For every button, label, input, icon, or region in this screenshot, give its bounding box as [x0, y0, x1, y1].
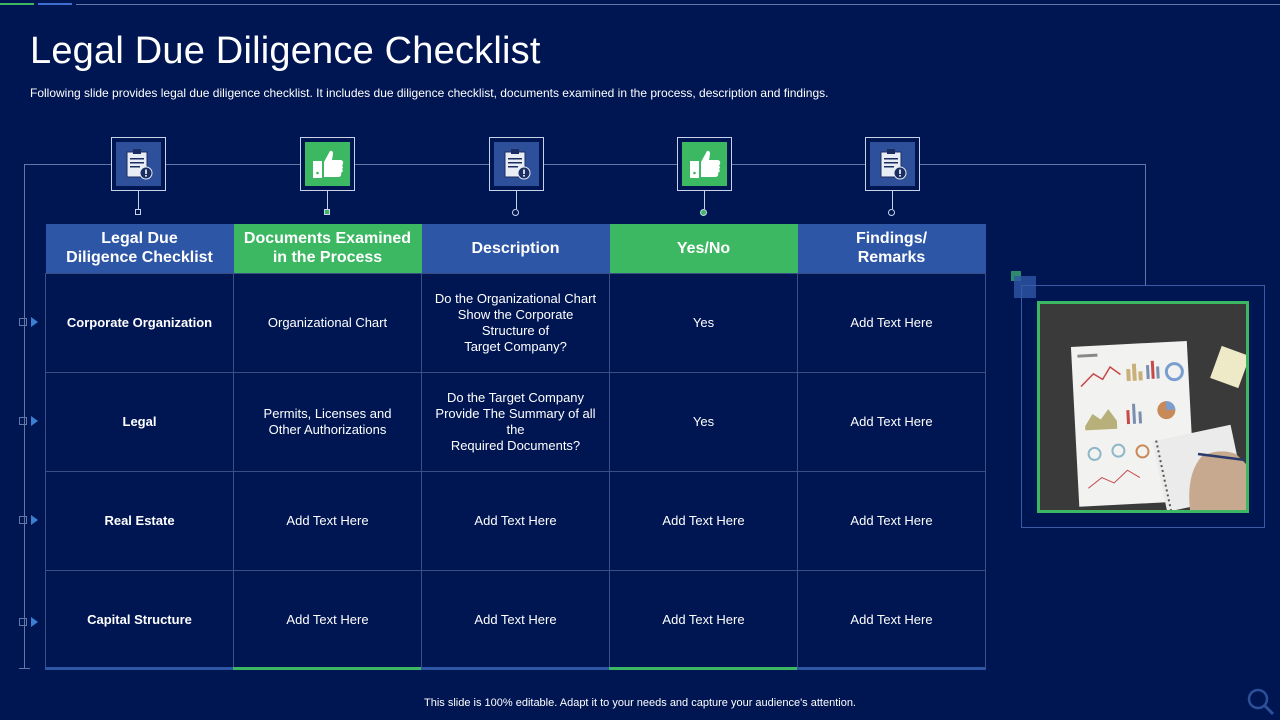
connector-top-line: [24, 164, 1146, 165]
header-findings: Findings/ Remarks: [798, 224, 986, 273]
top-accent-line: [76, 4, 1280, 5]
icon-stem-2: [327, 191, 328, 209]
connector-right-line: [1145, 164, 1146, 285]
cell-documents: Add Text Here: [234, 471, 422, 570]
thumbs-up-icon: [682, 142, 727, 186]
row-marker-arrow-icon: [31, 416, 38, 426]
table-row: [46, 273, 986, 372]
cell-item: Real Estate: [46, 471, 234, 570]
icon-stem-4: [704, 191, 705, 209]
icon-stem-marker-1: [135, 209, 141, 215]
cell-yes-no: Add Text Here: [610, 570, 798, 669]
cell-yes-no: Yes: [610, 372, 798, 471]
table-row: [46, 372, 986, 471]
cell-description: Do the Target Company Provide The Summary of all the Required Documents?: [422, 372, 610, 471]
search-icon[interactable]: [1245, 686, 1275, 720]
row-marker-square: [19, 318, 27, 326]
cell-documents: Add Text Here: [234, 570, 422, 669]
row-marker-square: [19, 417, 27, 425]
header-description: Description: [422, 224, 610, 273]
top-accent-green: [0, 3, 34, 5]
row-marker-arrow-icon: [31, 617, 38, 627]
cell-findings: Add Text Here: [798, 372, 986, 471]
header-documents: Documents Examined in the Process: [234, 224, 422, 273]
thumbs-up-icon: [305, 142, 350, 186]
footer-note: This slide is 100% editable. Adapt it to your needs and capture your audience's attention.: [424, 697, 856, 709]
column-underline-5: [797, 667, 985, 670]
cell-item: Corporate Organization: [46, 273, 234, 372]
icon-box-5: [865, 137, 920, 191]
icon-box-4: [677, 137, 732, 191]
cell-item: Legal: [46, 372, 234, 471]
analytics-report-photo: [1037, 301, 1249, 513]
row-marker-square: [19, 516, 27, 524]
cell-description: Do the Organizational Chart Show the Corporate Structure of Target Company?: [422, 273, 610, 372]
table-header-row: [46, 224, 986, 273]
clipboard-alert-icon: [870, 142, 915, 186]
icon-stem-5: [892, 191, 893, 209]
cell-documents: Permits, Licenses and Other Authorizations: [234, 372, 422, 471]
connector-bottom-tick: [19, 668, 30, 669]
cell-findings: Add Text Here: [798, 570, 986, 669]
cell-yes-no: Add Text Here: [610, 471, 798, 570]
page-title: Legal Due Diligence Checklist: [30, 30, 541, 72]
column-underline-2: [233, 667, 421, 670]
checklist-table: [45, 224, 986, 670]
row-marker-arrow-icon: [31, 515, 38, 525]
icon-stem-marker-5: [888, 209, 895, 216]
clipboard-alert-icon: [116, 142, 161, 186]
icon-box-2: [300, 137, 355, 191]
cell-yes-no: Yes: [610, 273, 798, 372]
header-yes-no: Yes/No: [610, 224, 798, 273]
cell-documents: Organizational Chart: [234, 273, 422, 372]
icon-stem-marker-4: [700, 209, 707, 216]
column-underline-3: [421, 667, 609, 670]
header-checklist: Legal Due Diligence Checklist: [46, 224, 234, 273]
icon-stem-marker-3: [512, 209, 519, 216]
clipboard-alert-icon: [494, 142, 539, 186]
cell-description: Add Text Here: [422, 570, 610, 669]
column-underline-4: [609, 667, 797, 670]
page-subtitle: Following slide provides legal due diligence checklist. It includes due diligence checklist, documents examined in the process, description and findings.: [30, 86, 829, 100]
icon-stem-3: [516, 191, 517, 209]
column-underline-1: [45, 667, 233, 670]
top-accent-blue: [38, 3, 72, 5]
cell-findings: Add Text Here: [798, 471, 986, 570]
icon-box-1: [111, 137, 166, 191]
icon-stem-marker-2: [324, 209, 330, 215]
icon-stem-1: [138, 191, 139, 209]
cell-description: Add Text Here: [422, 471, 610, 570]
icon-box-3: [489, 137, 544, 191]
row-marker-square: [19, 618, 27, 626]
table-row: [46, 471, 986, 570]
cell-item: Capital Structure: [46, 570, 234, 669]
cell-findings: Add Text Here: [798, 273, 986, 372]
table-row: [46, 570, 986, 669]
row-marker-arrow-icon: [31, 317, 38, 327]
